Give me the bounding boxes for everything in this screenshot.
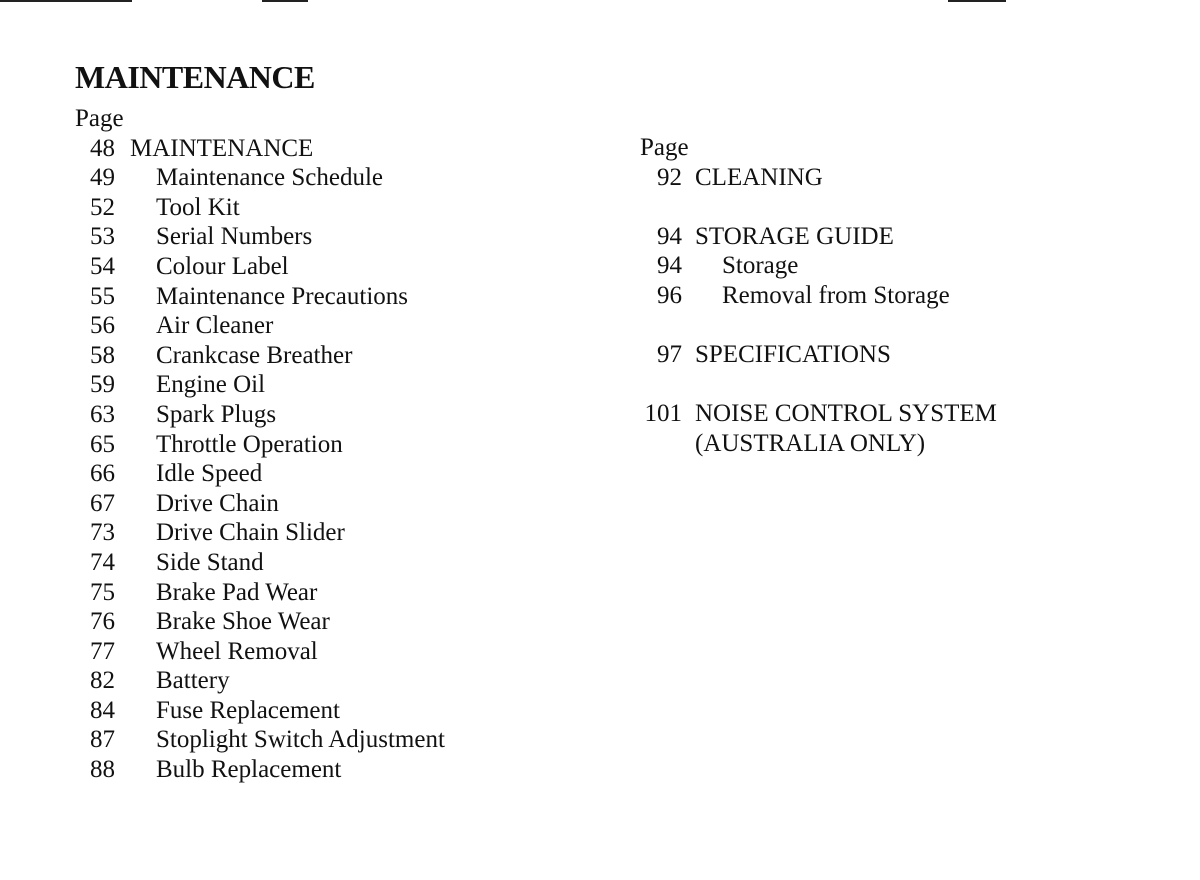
top-rule-left	[0, 0, 132, 2]
toc-entry[interactable]	[75, 518, 595, 548]
toc-subsection-title: Fuse Replacement	[156, 696, 340, 724]
toc-page-number: 82	[90, 667, 115, 695]
toc-entry[interactable]	[75, 548, 595, 578]
toc-section-title: MAINTENANCE	[130, 134, 314, 162]
toc-page-number: 94	[657, 222, 682, 250]
toc-page-number: 92	[657, 163, 682, 191]
toc-entry[interactable]	[75, 607, 595, 637]
toc-entry[interactable]	[75, 459, 595, 489]
toc-subsection-title: Crankcase Breather	[156, 341, 353, 369]
toc-entry[interactable]	[75, 163, 595, 193]
toc-spacer	[640, 311, 1160, 341]
toc-subsection-title: Throttle Operation	[156, 430, 343, 458]
toc-entry[interactable]	[75, 578, 595, 608]
toc-entry[interactable]	[75, 755, 595, 785]
toc-entry[interactable]	[75, 489, 595, 519]
toc-entry[interactable]	[75, 725, 595, 755]
toc-subsection-title: Spark Plugs	[156, 400, 277, 428]
toc-entry[interactable]	[75, 311, 595, 341]
toc-page-number: 96	[657, 281, 682, 309]
toc-page-number: 73	[90, 519, 115, 547]
toc-page-number: 53	[90, 223, 115, 251]
toc-subsection-title: Maintenance Precautions	[156, 282, 408, 310]
toc-page-number: 52	[90, 193, 115, 221]
toc-page-number: 77	[90, 637, 115, 665]
toc-entry[interactable]	[640, 281, 1160, 311]
toc-entry[interactable]	[75, 370, 595, 400]
toc-subsection-title: Colour Label	[156, 252, 289, 280]
toc-page-number: 97	[657, 341, 682, 369]
toc-page-number: 67	[90, 489, 115, 517]
toc-left-column	[75, 104, 595, 785]
toc-subsection-title: Serial Numbers	[156, 223, 313, 251]
page-column-label: Page	[75, 105, 124, 132]
toc-subsection-title: Bulb Replacement	[156, 756, 342, 784]
toc-page-number: 66	[90, 460, 115, 488]
toc-right-column	[640, 133, 1160, 459]
toc-page-number: 101	[644, 400, 682, 428]
toc-subsection-title: Removal from Storage	[722, 281, 950, 309]
toc-subsection-title: Brake Pad Wear	[156, 578, 318, 606]
toc-subsection-title: Brake Shoe Wear	[156, 608, 330, 636]
page-title: MAINTENANCE	[75, 59, 315, 95]
toc-page-number: 76	[90, 608, 115, 636]
toc-entry[interactable]	[640, 163, 1160, 193]
toc-page-number: 48	[90, 134, 115, 162]
toc-subsection-title: Side Stand	[156, 548, 264, 576]
toc-section-title: SPECIFICATIONS	[695, 341, 891, 369]
toc-page-number: 55	[90, 282, 115, 310]
toc-subsection-title: Battery	[156, 667, 230, 695]
toc-entry[interactable]	[75, 341, 595, 371]
toc-subsection-title: Storage	[722, 252, 799, 280]
toc-subsection-title: Maintenance Schedule	[156, 164, 383, 192]
toc-subsection-title: Drive Chain Slider	[156, 519, 345, 547]
toc-spacer	[640, 192, 1160, 222]
toc-subsection-title: Idle Speed	[156, 460, 263, 488]
toc-page-number: 54	[90, 252, 115, 280]
toc-page-number: 58	[90, 341, 115, 369]
toc-entry[interactable]	[75, 252, 595, 282]
toc-entry[interactable]	[75, 282, 595, 312]
toc-entry[interactable]	[75, 134, 595, 164]
toc-entry[interactable]	[75, 666, 595, 696]
toc-page-number: 87	[90, 726, 115, 754]
toc-page-number: 63	[90, 400, 115, 428]
toc-page-number: 65	[90, 430, 115, 458]
toc-entry[interactable]	[75, 222, 595, 252]
toc-page-number: 75	[90, 578, 115, 606]
toc-page-number: 88	[90, 756, 115, 784]
toc-subsection-title: Wheel Removal	[156, 637, 318, 665]
toc-entry[interactable]	[75, 193, 595, 223]
toc-entry[interactable]	[640, 399, 1160, 429]
toc-subsection-title: Air Cleaner	[156, 312, 274, 340]
toc-page-number: 49	[90, 164, 115, 192]
toc-entry[interactable]	[640, 340, 1160, 370]
toc-entry[interactable]	[75, 400, 595, 430]
toc-entry[interactable]	[640, 222, 1160, 252]
toc-entry[interactable]	[75, 696, 595, 726]
toc-page-number: 94	[657, 252, 682, 280]
toc-spacer	[640, 370, 1160, 400]
toc-subsection-title: Engine Oil	[156, 371, 266, 399]
page-column-label: Page	[640, 134, 689, 161]
toc-page-number: 56	[90, 312, 115, 340]
toc-section-title: NOISE CONTROL SYSTEM	[695, 400, 997, 428]
top-rule-center	[262, 0, 308, 2]
toc-section-title: (AUSTRALIA ONLY)	[695, 429, 926, 457]
toc-subsection-title: Drive Chain	[156, 489, 279, 517]
toc-subsection-title: Stoplight Switch Adjustment	[156, 726, 445, 754]
top-rule-right	[948, 0, 1006, 2]
toc-entry[interactable]	[640, 429, 1160, 459]
toc-entry[interactable]	[75, 430, 595, 460]
toc-section-title: STORAGE GUIDE	[695, 222, 894, 250]
toc-entry[interactable]	[75, 637, 595, 667]
toc-subsection-title: Tool Kit	[156, 193, 240, 221]
toc-entry[interactable]	[640, 251, 1160, 281]
toc-page-number: 59	[90, 371, 115, 399]
toc-page-number: 74	[90, 548, 115, 576]
toc-page-number: 84	[90, 696, 115, 724]
toc-section-title: CLEANING	[695, 163, 823, 191]
